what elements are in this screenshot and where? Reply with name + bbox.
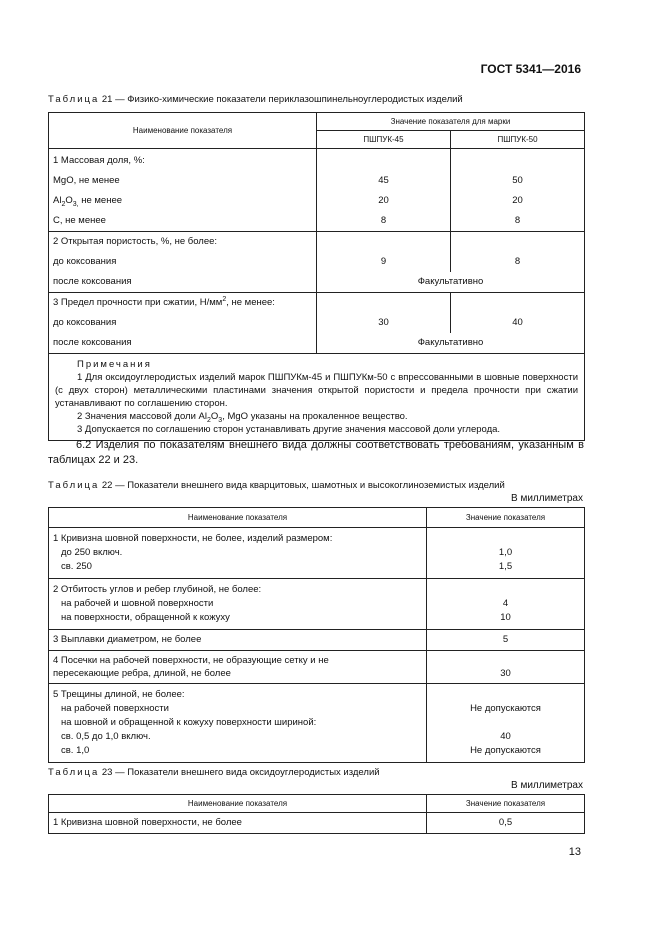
table21-grade-1: ПШПУК-45 bbox=[317, 131, 451, 149]
table21-section-3 bbox=[49, 293, 317, 354]
standard-number: ГОСТ 5341—2016 bbox=[480, 62, 581, 76]
table-23 bbox=[48, 794, 585, 834]
table23-col-value: Значение показателя bbox=[427, 795, 585, 813]
table21-caption-text: 21 — Физико-химические показатели периклазошпинельноуглеродистых изделий bbox=[101, 94, 463, 105]
table21-section-1 bbox=[49, 149, 317, 232]
row-item: на рабочей поверхности bbox=[61, 703, 169, 714]
row-title: 5 Трещины длиной, не более: bbox=[53, 689, 185, 700]
row-item: до 250 включ. bbox=[61, 547, 123, 558]
table22-caption bbox=[48, 480, 505, 491]
note-3: 3 Допускается по соглашению сторон устанавливать другие значения массовой доли углерода. bbox=[77, 424, 501, 435]
table22-col-value: Значение показателя bbox=[427, 508, 585, 528]
row-item: св. 0,5 до 1,0 включ. bbox=[61, 731, 151, 742]
cell-value: 8 bbox=[380, 215, 387, 226]
table22-caption-word: Таблица bbox=[48, 480, 100, 491]
table21-s1-values-2 bbox=[451, 149, 585, 232]
cell-value: 40 bbox=[500, 731, 511, 742]
table21-s1-values-1 bbox=[317, 149, 451, 232]
table21-notes bbox=[49, 354, 585, 441]
table21-s3-after-value: Факультативно bbox=[317, 333, 585, 354]
table22-caption-text: 22 — Показатели внешнего вида кварцитовых, шамотных и высокоглиноземистых изделий bbox=[101, 480, 505, 491]
table22-row-5 bbox=[49, 684, 427, 763]
table21-s1-al2o3: $Al_2O_{3,}$ не менее bbox=[53, 195, 123, 208]
table21-s3-after: после коксования bbox=[53, 337, 132, 348]
row-item: на шовной и обращенной к кожуху поверхности шириной: bbox=[61, 717, 317, 728]
table23-caption bbox=[48, 767, 380, 778]
table22-row-4: 4 Посечки на рабочей поверхности, не образующие сетку и не пересекающие ребра, длиной, не более bbox=[49, 651, 427, 684]
table21-col-name: Наименование показателя bbox=[49, 113, 317, 149]
table21-col-value: Значение показателя для марки bbox=[317, 113, 585, 131]
table21-s2-title: 2 Открытая пористость, %, не более: bbox=[53, 236, 218, 247]
table21-s1-c: С, не менее bbox=[53, 215, 106, 226]
note-1: 1 Для оксидоуглеродистых изделий марок ПШПУКм-45 и ПШПУКм-50 с впрессованными в шовные поверхности (с двух сторон) металлическими пластинами значения открытой пористости и предела прочности при сжатии устанавливают по соглашению сторон. bbox=[55, 372, 579, 409]
cell-value: 4 bbox=[502, 598, 509, 609]
cell-value: 20 bbox=[378, 195, 389, 206]
cell-value: 20 bbox=[512, 195, 523, 206]
cell-value: Не допускаются bbox=[470, 745, 541, 756]
table22-row-2 bbox=[49, 579, 427, 630]
row-item: св. 250 bbox=[61, 561, 92, 572]
cell-value: 9 bbox=[380, 256, 387, 267]
cell-value: 8 bbox=[514, 256, 521, 267]
row-item: на поверхности, обращенной к кожуху bbox=[61, 612, 230, 623]
table23-caption-text: 23 — Показатели внешнего вида оксидоуглеродистых изделий bbox=[101, 767, 380, 778]
table23-col-name: Наименование показателя bbox=[49, 795, 427, 813]
table22-row-1-values bbox=[427, 528, 585, 579]
table22-row-3: 3 Выплавки диаметром, не более bbox=[49, 630, 427, 651]
table21-s2-after: после коксования bbox=[53, 276, 132, 287]
table21-s2-values-2 bbox=[451, 232, 585, 273]
table21-grade-2: ПШПУК-50 bbox=[451, 131, 585, 149]
row-title: 2 Отбитость углов и ребер глубиной, не более: bbox=[53, 584, 262, 595]
table-21 bbox=[48, 112, 585, 441]
cell-value: 45 bbox=[378, 175, 389, 186]
table22-col-name: Наименование показателя bbox=[49, 508, 427, 528]
table22-row-3-value: 5 bbox=[427, 630, 585, 651]
table21-caption bbox=[48, 94, 463, 105]
cell-value: Не допускаются bbox=[470, 703, 541, 714]
notes-title: Примечания bbox=[77, 359, 152, 370]
table23-row-1-value: 0,5 bbox=[427, 813, 585, 834]
table21-s3-title: 3 Предел прочности при сжатии, $Н/мм^2$, не менее: bbox=[53, 295, 275, 308]
table21-s2-after-value: Факультативно bbox=[317, 272, 585, 293]
table23-units: В миллиметрах bbox=[511, 780, 583, 791]
cell-value: 1,5 bbox=[498, 561, 513, 572]
table21-s3-values-2 bbox=[451, 293, 585, 334]
row-item: св. 1,0 bbox=[61, 745, 90, 756]
table21-s2-before: до коксования bbox=[53, 256, 117, 267]
table21-caption-word: Таблица bbox=[48, 94, 100, 105]
row-title: 1 Кривизна шовной поверхности, не более, изделий размером: bbox=[53, 533, 333, 544]
cell-value: 30 bbox=[378, 317, 389, 328]
cell-value: 50 bbox=[512, 175, 523, 186]
table21-s1-title: 1 Массовая доля, %: bbox=[53, 155, 145, 166]
table21-s1-mgo: MgO, не менее bbox=[53, 175, 120, 186]
table22-row-1 bbox=[49, 528, 427, 579]
note-2: 2 Значения массовой доли $Al_2O_3$, MgO указаны на прокаленное вещество. bbox=[77, 411, 408, 424]
cell-value: 40 bbox=[512, 317, 523, 328]
table22-row-5-values bbox=[427, 684, 585, 763]
table21-s3-before: до коксования bbox=[53, 317, 117, 328]
table23-row-1: 1 Кривизна шовной поверхности, не более bbox=[49, 813, 427, 834]
table23-caption-word: Таблица bbox=[48, 767, 100, 778]
table22-row-2-values bbox=[427, 579, 585, 630]
table22-units: В миллиметрах bbox=[511, 493, 583, 504]
table21-s3-values-1 bbox=[317, 293, 451, 334]
table21-s2-values-1 bbox=[317, 232, 451, 273]
row-item: на рабочей и шовной поверхности bbox=[61, 598, 214, 609]
table21-section-2 bbox=[49, 232, 317, 293]
table-22 bbox=[48, 507, 585, 763]
table22-row-4-value: 30 bbox=[427, 651, 585, 684]
cell-value: 10 bbox=[500, 612, 511, 623]
cell-value: 1,0 bbox=[498, 547, 513, 558]
page-number: 13 bbox=[568, 846, 581, 858]
paragraph-6-2: 6.2 Изделия по показателям внешнего вида должны соответствовать требованиям, указанным в таблицах 22 и 23. bbox=[48, 439, 584, 466]
cell-value: 8 bbox=[514, 215, 521, 226]
